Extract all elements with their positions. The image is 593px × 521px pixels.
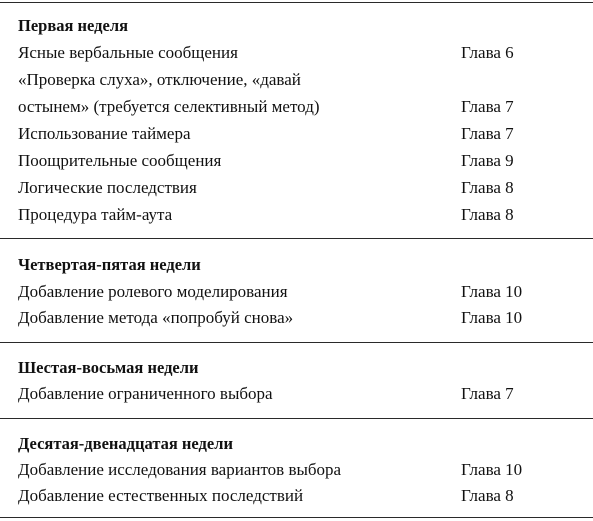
- table-row: [0, 456, 593, 483]
- row-chapter: Глава 7: [461, 384, 514, 403]
- row-topic: Добавление исследования вариантов выбора: [18, 460, 342, 479]
- row-topic: Использование таймера: [18, 124, 191, 143]
- row-chapter: Глава 10: [461, 460, 523, 479]
- section-title-week-1: Первая неделя: [18, 16, 129, 35]
- row-topic-line-2: остынем» (требуется селективный метод): [18, 97, 320, 116]
- table-row: [0, 39, 593, 66]
- row-topic: Добавление естественных последствий: [18, 486, 304, 505]
- row-chapter: Глава 8: [461, 178, 514, 197]
- row-topic: Логические последствия: [18, 178, 197, 197]
- section-title-weeks-10-12: Десятая-двенадцатая недели: [18, 434, 233, 453]
- section-title-weeks-6-8: Шестая-восьмая недели: [18, 358, 199, 377]
- row-chapter: Глава 10: [461, 282, 523, 301]
- table-row: [0, 174, 593, 201]
- section-divider: [0, 418, 593, 419]
- table-row: [0, 482, 593, 509]
- bottom-rule: [0, 517, 593, 518]
- row-topic: Добавление ограниченного выбора: [18, 384, 273, 403]
- row-topic: Добавление ролевого моделирования: [18, 282, 288, 301]
- table-row: [0, 304, 593, 331]
- row-topic: [18, 66, 320, 120]
- row-chapter: Глава 6: [461, 43, 514, 62]
- table-row: [0, 147, 593, 174]
- section-divider: [0, 342, 593, 343]
- row-chapter: Глава 7: [461, 97, 514, 116]
- table-row: [0, 66, 593, 120]
- row-topic-line-1: «Проверка слуха», отключение, «давай: [18, 70, 301, 89]
- section-title-weeks-4-5: Четвертая-пятая недели: [18, 255, 201, 274]
- row-chapter: Глава 9: [461, 151, 514, 170]
- row-topic: Добавление метода «попробуй снова»: [18, 308, 294, 327]
- row-chapter: Глава 8: [461, 486, 514, 505]
- row-chapter: Глава 10: [461, 308, 523, 327]
- top-rule: [0, 2, 593, 3]
- row-topic: Процедура тайм-аута: [18, 205, 173, 224]
- table-row: [0, 278, 593, 305]
- row-topic: Поощрительные сообщения: [18, 151, 222, 170]
- section-divider: [0, 238, 593, 239]
- row-topic: Ясные вербальные сообщения: [18, 43, 238, 62]
- table-row: [0, 201, 593, 228]
- row-chapter: Глава 7: [461, 124, 514, 143]
- table-row: [0, 120, 593, 147]
- row-chapter: Глава 8: [461, 205, 514, 224]
- table-row: [0, 380, 593, 407]
